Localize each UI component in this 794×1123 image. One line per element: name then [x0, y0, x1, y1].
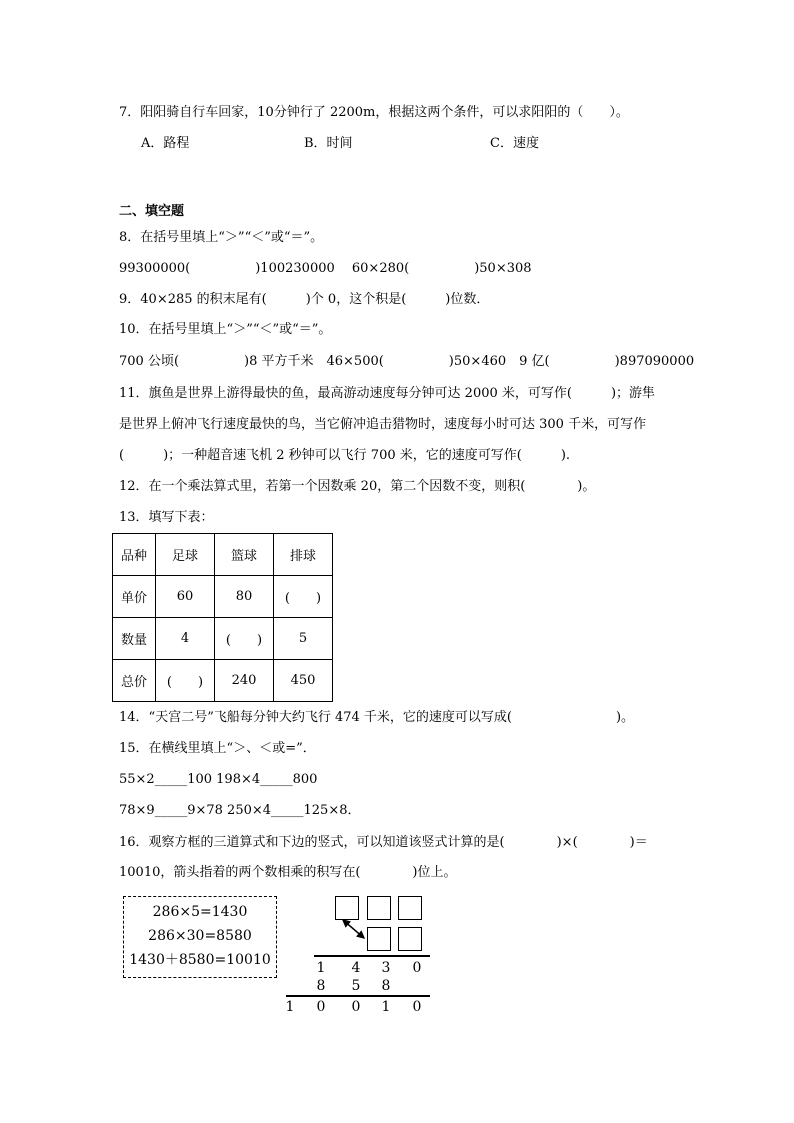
- digit: 0: [412, 999, 422, 1015]
- digit: 1: [381, 999, 391, 1015]
- q8-text: 8．在括号里填上“＞”“＜”或“＝”。: [119, 230, 324, 245]
- calculation-box: [123, 896, 277, 978]
- calc-line-2: 286×30=8580: [148, 928, 252, 944]
- q7-option-b: B．时间: [304, 136, 353, 151]
- digit-box: [398, 927, 422, 951]
- table-cell: 数量: [113, 618, 156, 660]
- table-cell: ( ): [156, 660, 215, 702]
- digit: 3: [381, 960, 391, 976]
- digit: 0: [316, 999, 326, 1015]
- table-row: [113, 576, 333, 618]
- q15-line1: 55×2_____100 198×4_____800: [119, 772, 318, 787]
- q16-line2: 10010，箭头指着的两个数相乘的积写在( )位上。: [119, 865, 457, 880]
- section-title: 二、填空题: [119, 204, 185, 219]
- digit-box: [335, 896, 359, 920]
- digit: 0: [351, 999, 361, 1015]
- table-cell: 450: [274, 660, 333, 702]
- table-row: [113, 660, 333, 702]
- table-cell: 总价: [113, 660, 156, 702]
- digit-box: [367, 896, 391, 920]
- arrow-icon: [340, 918, 370, 942]
- table-cell: ( ): [274, 576, 333, 618]
- q7-option-c: C．速度: [490, 136, 539, 151]
- q11-line1: 11．旗鱼是世界上游得最快的鱼，最高游动速度每分钟可达 2000 米，可写作( )；游隼: [119, 386, 656, 401]
- q15-text: 15．在横线里填上“＞、＜或=”．: [119, 741, 316, 756]
- q10-text: 10．在括号里填上“＞”“＜”或“＝”。: [119, 322, 332, 337]
- table-cell: 4: [156, 618, 215, 660]
- q12-text: 12．在一个乘法算式里，若第一个因数乘 20，第二个因数不变，则积( )。: [119, 479, 596, 494]
- table-cell: 60: [156, 576, 215, 618]
- digit: 1: [316, 960, 326, 976]
- q16-line1: 16．观察方框的三道算式和下边的竖式，可以知道该竖式计算的是( )×( )＝: [119, 835, 648, 850]
- q11-line3: ( )；一种超音速飞机 2 秒钟可以飞行 700 米，它的速度可写作( ).: [119, 448, 571, 463]
- q13-text: 13．填写下表：: [119, 510, 214, 525]
- q11-line2: 是世界上俯冲飞行速度最快的鸟，当它俯冲追击猎物时，速度每小时可达 300 千米，可写作: [119, 417, 647, 432]
- table-cell: 240: [215, 660, 274, 702]
- q14-text: 14．“天宫二号”飞船每分钟大约飞行 474 千米，它的速度可以写成( )。: [119, 710, 635, 725]
- table-cell: 80: [215, 576, 274, 618]
- digit: 8: [381, 978, 391, 994]
- divider-line: [286, 995, 430, 997]
- digit: 1: [285, 999, 295, 1015]
- table-row: [113, 534, 333, 576]
- digit: 0: [412, 960, 422, 976]
- table-cell: ( ): [215, 618, 274, 660]
- digit-box: [367, 927, 391, 951]
- table-cell: 排球: [274, 534, 333, 576]
- divider-line: [314, 955, 430, 957]
- calc-line-1: 286×5=1430: [152, 904, 248, 920]
- table-row: [113, 618, 333, 660]
- digit: 5: [351, 978, 361, 994]
- digit-box: [398, 896, 422, 920]
- q7-option-a: A．路程: [141, 136, 190, 151]
- q9-text: 9．40×285 的积末尾有( )个 0，这个积是( )位数．: [119, 292, 490, 307]
- q8-line: 99300000( )100230000 60×280( )50×308: [119, 261, 532, 276]
- table-cell: 品种: [113, 534, 156, 576]
- digit: 4: [351, 960, 361, 976]
- table-cell: 单价: [113, 576, 156, 618]
- table-cell: 5: [274, 618, 333, 660]
- table-cell: 篮球: [215, 534, 274, 576]
- price-table: [112, 533, 333, 702]
- q15-line2: 78×9_____9×78 250×4_____125×8．: [119, 803, 361, 818]
- calc-line-3: 1430＋8580=10010: [129, 952, 271, 968]
- q7-text: 7．阳阳骑自行车回家，10分钟行了 2200m，根据这两个条件，可以求阳阳的（ ）。: [119, 105, 629, 120]
- digit: 8: [316, 978, 326, 994]
- table-cell: 足球: [156, 534, 215, 576]
- q10-line: 700 公顷( )8 平方千米 46×500( )50×460 9 亿( )897090000: [119, 354, 695, 369]
